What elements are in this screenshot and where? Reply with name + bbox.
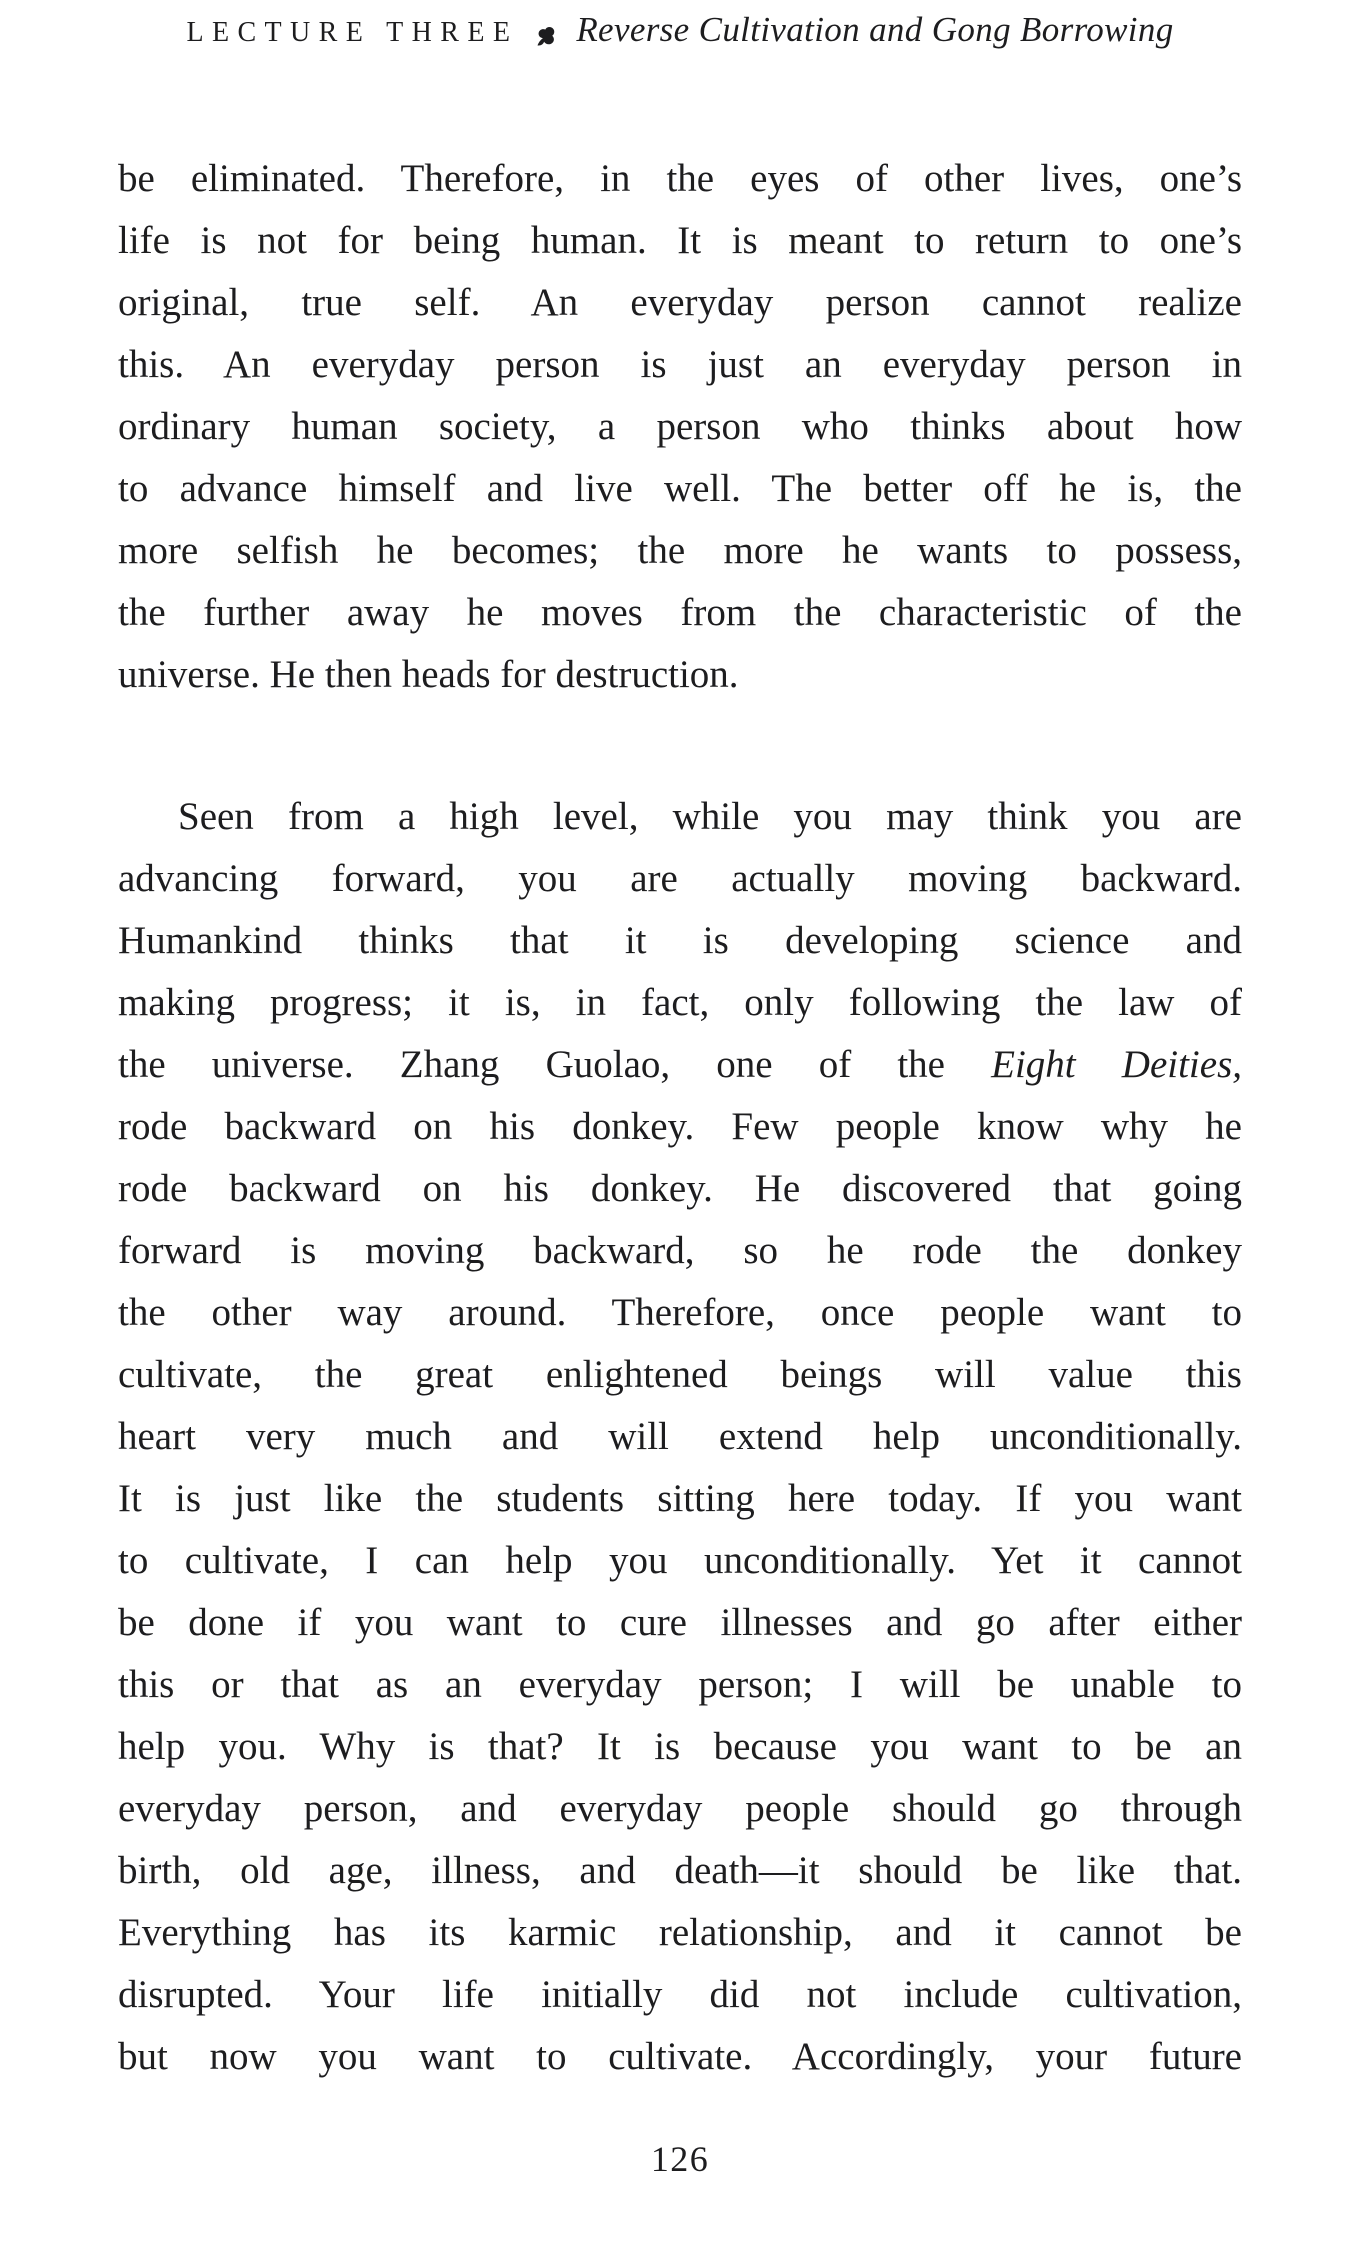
text-segment: rode backward on his donkey. Few people know why he: [118, 1105, 1242, 1148]
text-line: [118, 786, 1242, 848]
text-line: [118, 2026, 1242, 2088]
body-text: [118, 148, 1242, 2088]
text-segment: heart very much and will extend help unconditionally.: [118, 1415, 1242, 1458]
text-segment: Everything has its karmic relationship, and it cannot be: [118, 1911, 1242, 1954]
text-segment: ordinary human society, a person who thinks about how: [118, 405, 1242, 448]
text-line: [118, 910, 1242, 972]
text-segment: this. An everyday person is just an everyday person in: [118, 343, 1242, 386]
text-line: [118, 272, 1242, 334]
text-line: [118, 644, 1242, 706]
text-line: [118, 1840, 1242, 1902]
text-line: [118, 1282, 1242, 1344]
text-line: [118, 972, 1242, 1034]
text-segment: the universe. Zhang Guolao, one of the: [118, 1043, 992, 1086]
paragraph: [118, 148, 1242, 706]
hedera-leaf-ornament-icon: [534, 19, 560, 49]
chapter-title: Reverse Cultivation and Gong Borrowing: [576, 10, 1174, 49]
text-segment: rode backward on his donkey. He discovered that going: [118, 1167, 1242, 1210]
text-line: [118, 520, 1242, 582]
text-segment: the other way around. Therefore, once people want to: [118, 1291, 1242, 1334]
text-segment: to advance himself and live well. The better off he is, the: [118, 467, 1242, 510]
text-segment: more selfish he becomes; the more he wants to possess,: [118, 529, 1242, 572]
text-line: [118, 1220, 1242, 1282]
text-segment: cultivate, the great enlightened beings will value this: [118, 1353, 1242, 1396]
text-segment: be done if you want to cure illnesses and go after either: [118, 1601, 1242, 1644]
text-line: [118, 1902, 1242, 1964]
text-segment: everyday person, and everyday people should go through: [118, 1787, 1242, 1830]
lecture-number-label: LECTURE THREE: [186, 17, 519, 48]
text-line: [118, 1654, 1242, 1716]
text-segment: making progress; it is, in fact, only following the law of: [118, 981, 1242, 1024]
text-segment: but now you want to cultivate. Accordingly, your future: [118, 2035, 1242, 2078]
text-line: [118, 1964, 1242, 2026]
text-segment: advancing forward, you are actually moving backward.: [118, 857, 1242, 900]
text-line: [118, 582, 1242, 644]
text-line: [118, 458, 1242, 520]
text-line: [118, 1592, 1242, 1654]
text-line: [118, 148, 1242, 210]
text-line: [118, 1406, 1242, 1468]
running-header: [0, 10, 1360, 50]
text-segment: forward is moving backward, so he rode the donkey: [118, 1229, 1242, 1272]
text-line: [118, 1344, 1242, 1406]
text-segment: life is not for being human. It is meant to return to one’s: [118, 219, 1242, 262]
text-line: [118, 334, 1242, 396]
text-segment: Seen from a high level, while you may think you are: [178, 795, 1242, 838]
text-segment: universe. He then heads for destruction.: [118, 653, 739, 696]
text-line: [118, 1716, 1242, 1778]
text-line: [118, 1096, 1242, 1158]
text-line: [118, 1158, 1242, 1220]
text-segment: be eliminated. Therefore, in the eyes of other lives, one’s: [118, 157, 1242, 200]
text-segment: disrupted. Your life initially did not include cultivation,: [118, 1973, 1242, 2016]
text-line: [118, 210, 1242, 272]
text-segment: original, true self. An everyday person cannot realize: [118, 281, 1242, 324]
text-segment: help you. Why is that? It is because you want to be an: [118, 1725, 1242, 1768]
text-line: [118, 1530, 1242, 1592]
text-line: [118, 848, 1242, 910]
text-line: [118, 1778, 1242, 1840]
text-line: [118, 1468, 1242, 1530]
text-segment: Humankind thinks that it is developing science and: [118, 919, 1242, 962]
text-segment: It is just like the students sitting here today. If you want: [118, 1477, 1242, 1520]
text-segment: this or that as an everyday person; I will be unable to: [118, 1663, 1242, 1706]
text-segment: birth, old age, illness, and death—it should be like that.: [118, 1849, 1242, 1892]
page-number: 126: [650, 2139, 710, 2179]
text-line: [118, 396, 1242, 458]
italic-text-segment: Eight Deities,: [991, 1043, 1242, 1086]
text-segment: to cultivate, I can help you unconditionally. Yet it cannot: [118, 1539, 1242, 1582]
paragraph: [118, 786, 1242, 2088]
text-segment: the further away he moves from the characteristic of the: [118, 591, 1242, 634]
text-line: [118, 1034, 1242, 1096]
